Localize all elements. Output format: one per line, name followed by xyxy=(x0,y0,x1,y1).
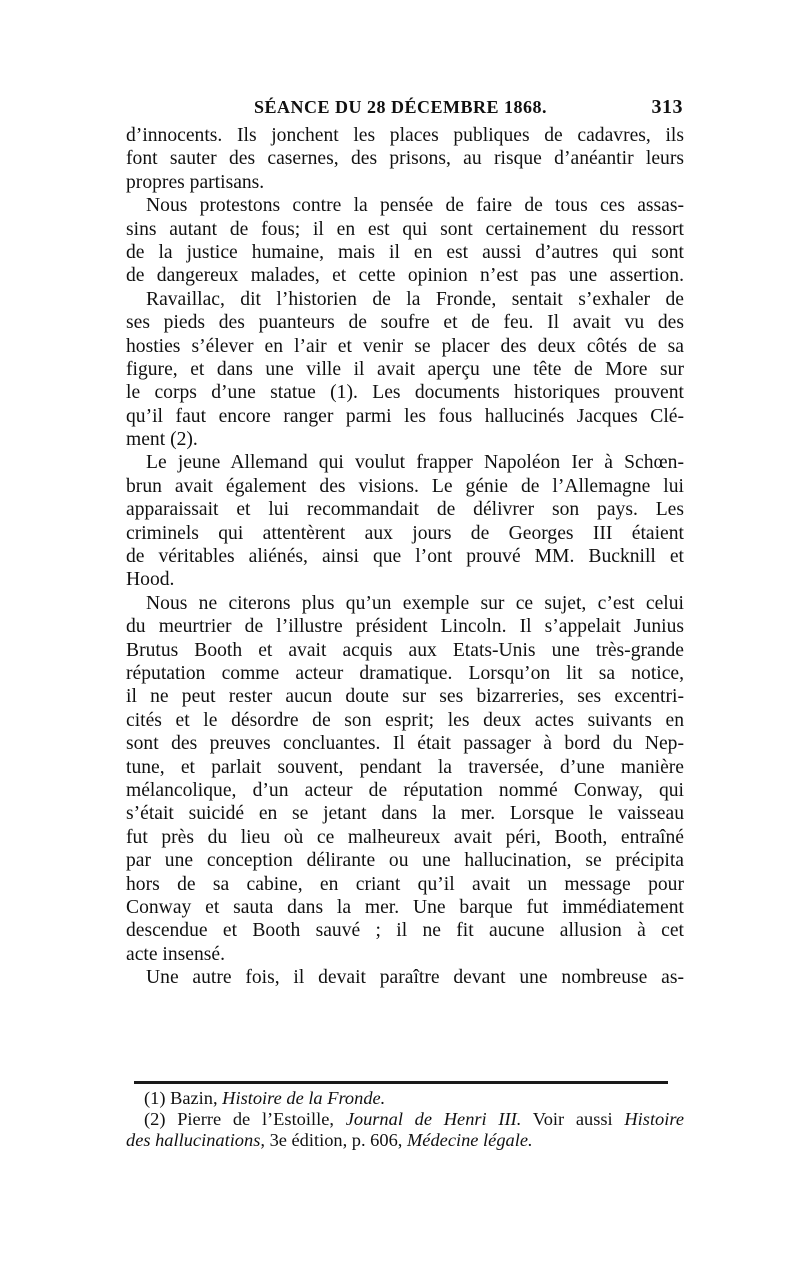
text-line: ment (2). xyxy=(126,429,198,451)
footnote-1-author: Bazin, xyxy=(170,1088,218,1108)
text-line: font sauter des casernes, des prisons, au risque d’anéantir leurs xyxy=(126,148,684,170)
text-line: apparaissait et lui recommandait de délivrer son pays. Les xyxy=(126,499,684,521)
body-text xyxy=(126,124,684,989)
text-line: d’innocents. Ils jonchent les places publiques de cadavres, ils xyxy=(126,125,684,146)
text-line: tune, et parlait souvent, pendant la traversée, d’une manière xyxy=(126,756,684,778)
text-line: acte insensé. xyxy=(126,943,226,965)
text-line: cités et le désordre de son esprit; les deux actes suivants en xyxy=(126,709,684,731)
text-line: Brutus Booth et avait acquis aux Etats-Unis une très-grande xyxy=(126,639,684,661)
running-head xyxy=(127,92,683,122)
footnote-2-tail: Voir aussi xyxy=(532,1109,613,1129)
footnote-2-marker: (2) xyxy=(144,1109,166,1129)
footnote-rule xyxy=(134,1081,668,1084)
text-line: de dangereux malades, et cette opinion n’est pas une assertion. xyxy=(126,265,684,287)
text-line: Nous ne citerons plus qu’un exemple sur ce sujet, c’est celui xyxy=(146,592,684,614)
text-line: réputation comme acteur dramatique. Lorsqu’on lit sa notice, xyxy=(126,662,684,684)
text-line: le corps d’une statue (1). Les documents historiques prouvent xyxy=(126,382,684,404)
text-line: Une autre fois, il devait paraître devant une nombreuse as- xyxy=(146,967,684,989)
text-line: descendue et Booth sauvé ; il ne fit aucune allusion à cet xyxy=(126,920,684,942)
footnote-2-line2-title2: Médecine légale. xyxy=(406,1130,533,1150)
text-line: fut près du lieu où ce malheureux avait péri, Booth, entraîné xyxy=(126,826,684,848)
text-line: mélancolique, d’un acteur de réputation nommé Conway, qui xyxy=(126,779,684,801)
text-line: hors de sa cabine, en criant qu’il avait un message pour xyxy=(126,873,684,895)
footnote-2-line2-title: des hallucinations, xyxy=(126,1130,265,1150)
footnote-2-title: Journal de Henri III. xyxy=(345,1109,522,1129)
text-line: sins autant de fous; il en est qui sont certainement du ressort xyxy=(126,218,684,240)
text-line: ses pieds des puanteurs de soufre et de feu. Il avait vu des xyxy=(126,312,684,334)
text-line: criminels qui attentèrent aux jours de Georges III étaient xyxy=(126,522,684,544)
text-line: de véritables aliénés, ainsi que l’ont prouvé MM. Bucknill et xyxy=(126,546,684,568)
footnote-2-text: Pierre de l’Estoille, xyxy=(177,1109,334,1129)
running-head-title: SÉANCE DU 28 DÉCEMBRE 1868. xyxy=(254,97,548,117)
text-line: qu’il faut encore ranger parmi les fous hallucinés Jacques Clé- xyxy=(126,405,684,427)
page-number: 313 xyxy=(651,96,683,118)
footnote-2-continuation xyxy=(126,1130,684,1151)
text-line: Nous protestons contre la pensée de faire de tous ces assas- xyxy=(146,195,684,217)
text-line: Le jeune Allemand qui voulut frapper Napoléon Ier à Schœn- xyxy=(146,452,684,474)
text-line: il ne peut rester aucun doute sur ses bizarreries, ses excentri- xyxy=(126,686,684,708)
text-line: propres partisans. xyxy=(126,171,265,193)
text-line: s’était suicidé en se jetant dans la mer. Lorsque le vaisseau xyxy=(126,803,684,825)
footnotes xyxy=(126,1088,684,1151)
text-line: sont des preuves concluantes. Il était passager à bord du Nep- xyxy=(126,733,684,755)
text-line: Hood. xyxy=(126,569,175,591)
footnote-1-title: Histoire de la Fronde. xyxy=(222,1088,386,1108)
footnote-2-title2: Histoire xyxy=(624,1109,684,1129)
text-line: Ravaillac, dit l’historien de la Fronde, sentait s’exhaler de xyxy=(146,288,684,310)
text-line: hosties s’élever en l’air et venir se placer des deux côtés de sa xyxy=(126,335,684,357)
text-line: figure, et dans une ville il avait aperçu une tête de More sur xyxy=(126,358,684,380)
text-line: du meurtrier de l’illustre président Lincoln. Il s’appelait Junius xyxy=(126,616,684,638)
text-line: Conway et sauta dans la mer. Une barque fut immédiatement xyxy=(126,896,684,918)
text-line: de la justice humaine, mais il en est aussi d’autres qui sont xyxy=(126,241,684,263)
text-line: par une conception délirante ou une hallucination, se précipita xyxy=(126,850,684,872)
footnote-1-marker: (1) xyxy=(144,1088,166,1108)
text-line: brun avait également des visions. Le génie de l’Allemagne lui xyxy=(126,475,684,497)
footnote-2 xyxy=(126,1109,684,1130)
footnote-1 xyxy=(126,1088,684,1109)
footnote-2-line2-text: 3e édition, p. 606, xyxy=(269,1130,403,1150)
